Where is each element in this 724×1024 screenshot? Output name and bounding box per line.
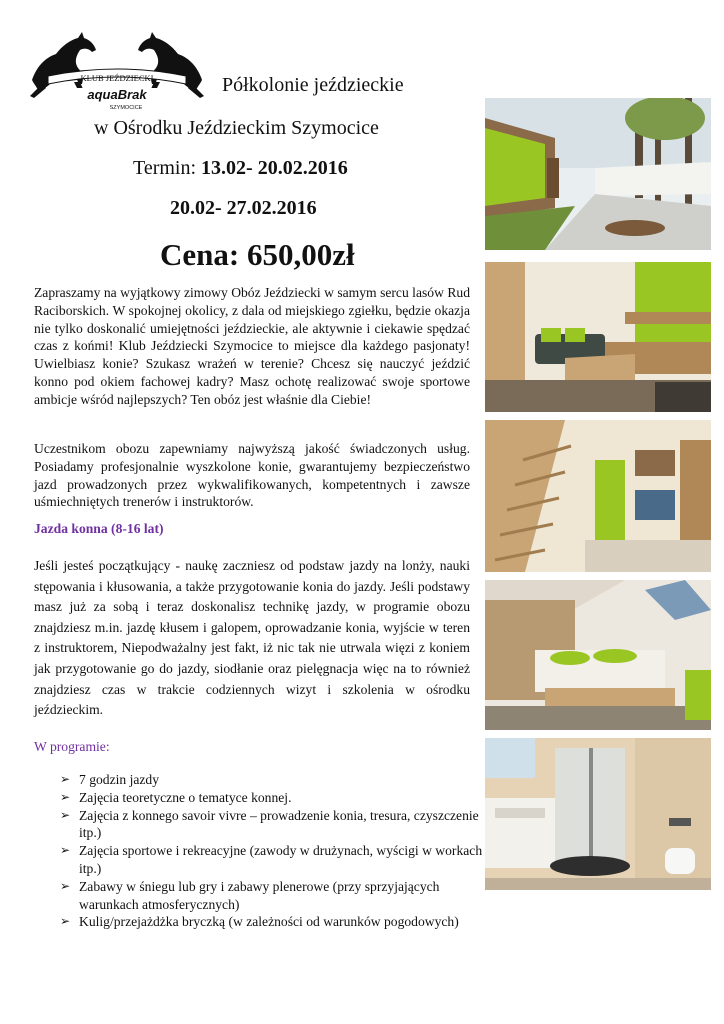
logo-club-name: KLUB JEŹDZIECKI bbox=[80, 73, 154, 83]
list-item: ➢ Zajęcia teoretyczne o tematyce konnej. bbox=[60, 789, 292, 805]
photo-cabins-path bbox=[485, 98, 711, 250]
horses-logo-icon bbox=[22, 28, 212, 112]
term-second: 20.02- 27.02.2016 bbox=[170, 197, 317, 219]
arrow-bullet-icon: ➢ bbox=[60, 789, 71, 804]
riding-heading: Jazda konna (8-16 lat) bbox=[34, 521, 164, 536]
term-label: Termin: bbox=[133, 157, 202, 179]
program-heading: W programie: bbox=[34, 739, 110, 754]
price-heading: Cena: 650,00zł bbox=[160, 237, 355, 272]
intro-paragraph: Zapraszamy na wyjątkowy zimowy Obóz Jeździecki w samym sercu lasów Rud Raciborskich. W spokojnej okolicy, z dala od miejskiego zgiełku, będzie okazja nie tylko doskonalić umiejętności jeździeckie, ale aktywnie i ciekawie spędzać czas z końmi! Klub Jeździecki Szymocice to miejsce dla każdego pasjonaty! Uwielbiasz konie? Szukasz wrażeń w terenie? Chcesz się nauczyć jeździć konno pod okiem fachowej kadry? Masz ochotę realizować swoje sportowe ambicje wśród najlepszych? Ten obóz jest właśnie dla Ciebie! bbox=[34, 285, 470, 407]
location-line: w Ośrodku Jeździeckim Szymocice bbox=[94, 117, 379, 139]
arrow-bullet-icon: ➢ bbox=[60, 914, 71, 929]
photo-stairs-interior bbox=[485, 420, 711, 572]
logo-brand: aquaBrak bbox=[87, 87, 147, 102]
arrow-bullet-icon: ➢ bbox=[60, 878, 71, 893]
list-item: ➢ Zabawy w śniegu lub gry i zabawy plenerowe (przy sprzyjających warunkach atmosferycznych) bbox=[60, 878, 440, 912]
logo-town: SZYMOCICE bbox=[109, 105, 143, 111]
page-title: Półkolonie jeździeckie bbox=[222, 74, 404, 96]
list-item: ➢ Kulig/przejażdżka bryczką (w zależności od warunków pogodowych) bbox=[60, 914, 459, 930]
club-logo bbox=[22, 28, 212, 112]
photo-living-room bbox=[485, 262, 711, 412]
list-item: ➢ Zajęcia z konnego savoir vivre – prowadzenie konia, tresura, czyszczenie itp.) bbox=[60, 807, 479, 841]
arrow-bullet-icon: ➢ bbox=[60, 807, 71, 822]
quality-paragraph: Uczestnikom obozu zapewniamy najwyższą jakość świadczonych usług. Posiadamy profesjonalnie wyszkolone konie, gwarantujemy bezpieczeństwo jazd prowadzonych przez wykwalifikowanych, kompetentnych i zawsze uśmiechniętych trenerów i instruktorów. bbox=[34, 441, 470, 510]
arrow-bullet-icon: ➢ bbox=[60, 843, 71, 858]
list-item: ➢ Zajęcia sportowe i rekreacyjne (zawody w drużynach, wyścigi w workach itp.) bbox=[60, 843, 483, 876]
photo-bathroom bbox=[485, 738, 711, 890]
arrow-bullet-icon: ➢ bbox=[60, 772, 71, 786]
riding-paragraph: Jeśli jesteś początkujący - naukę zaczniesz od podstaw jazdy na lonży, nauki stępowania i kłusowania, a także przygotowanie konia do jazdy. Jeśli podstawy masz już za sobą i teraz doskonalisz technikę jazdy, w programie obozu znajdziesz m.in. jazdę kłusem i galopem, oprowadzanie konia, wyjście w teren z instruktorem, Niepodważalny jest fakt, iż nic tak nie utrwala więzi z koniem jak przygotowanie go do jazdy, siodłanie oraz pielęgnacja więc na to również znajdziesz czas w trakcie codziennych wizyt i szkolenia w ośrodku jeździeckim. bbox=[34, 558, 470, 718]
term-line bbox=[133, 157, 348, 180]
program-list bbox=[60, 771, 500, 931]
photo-bedroom bbox=[485, 580, 711, 730]
term-first: 13.02- 20.02.2016 bbox=[201, 157, 348, 179]
list-item: ➢ 7 godzin jazdy bbox=[60, 772, 160, 787]
